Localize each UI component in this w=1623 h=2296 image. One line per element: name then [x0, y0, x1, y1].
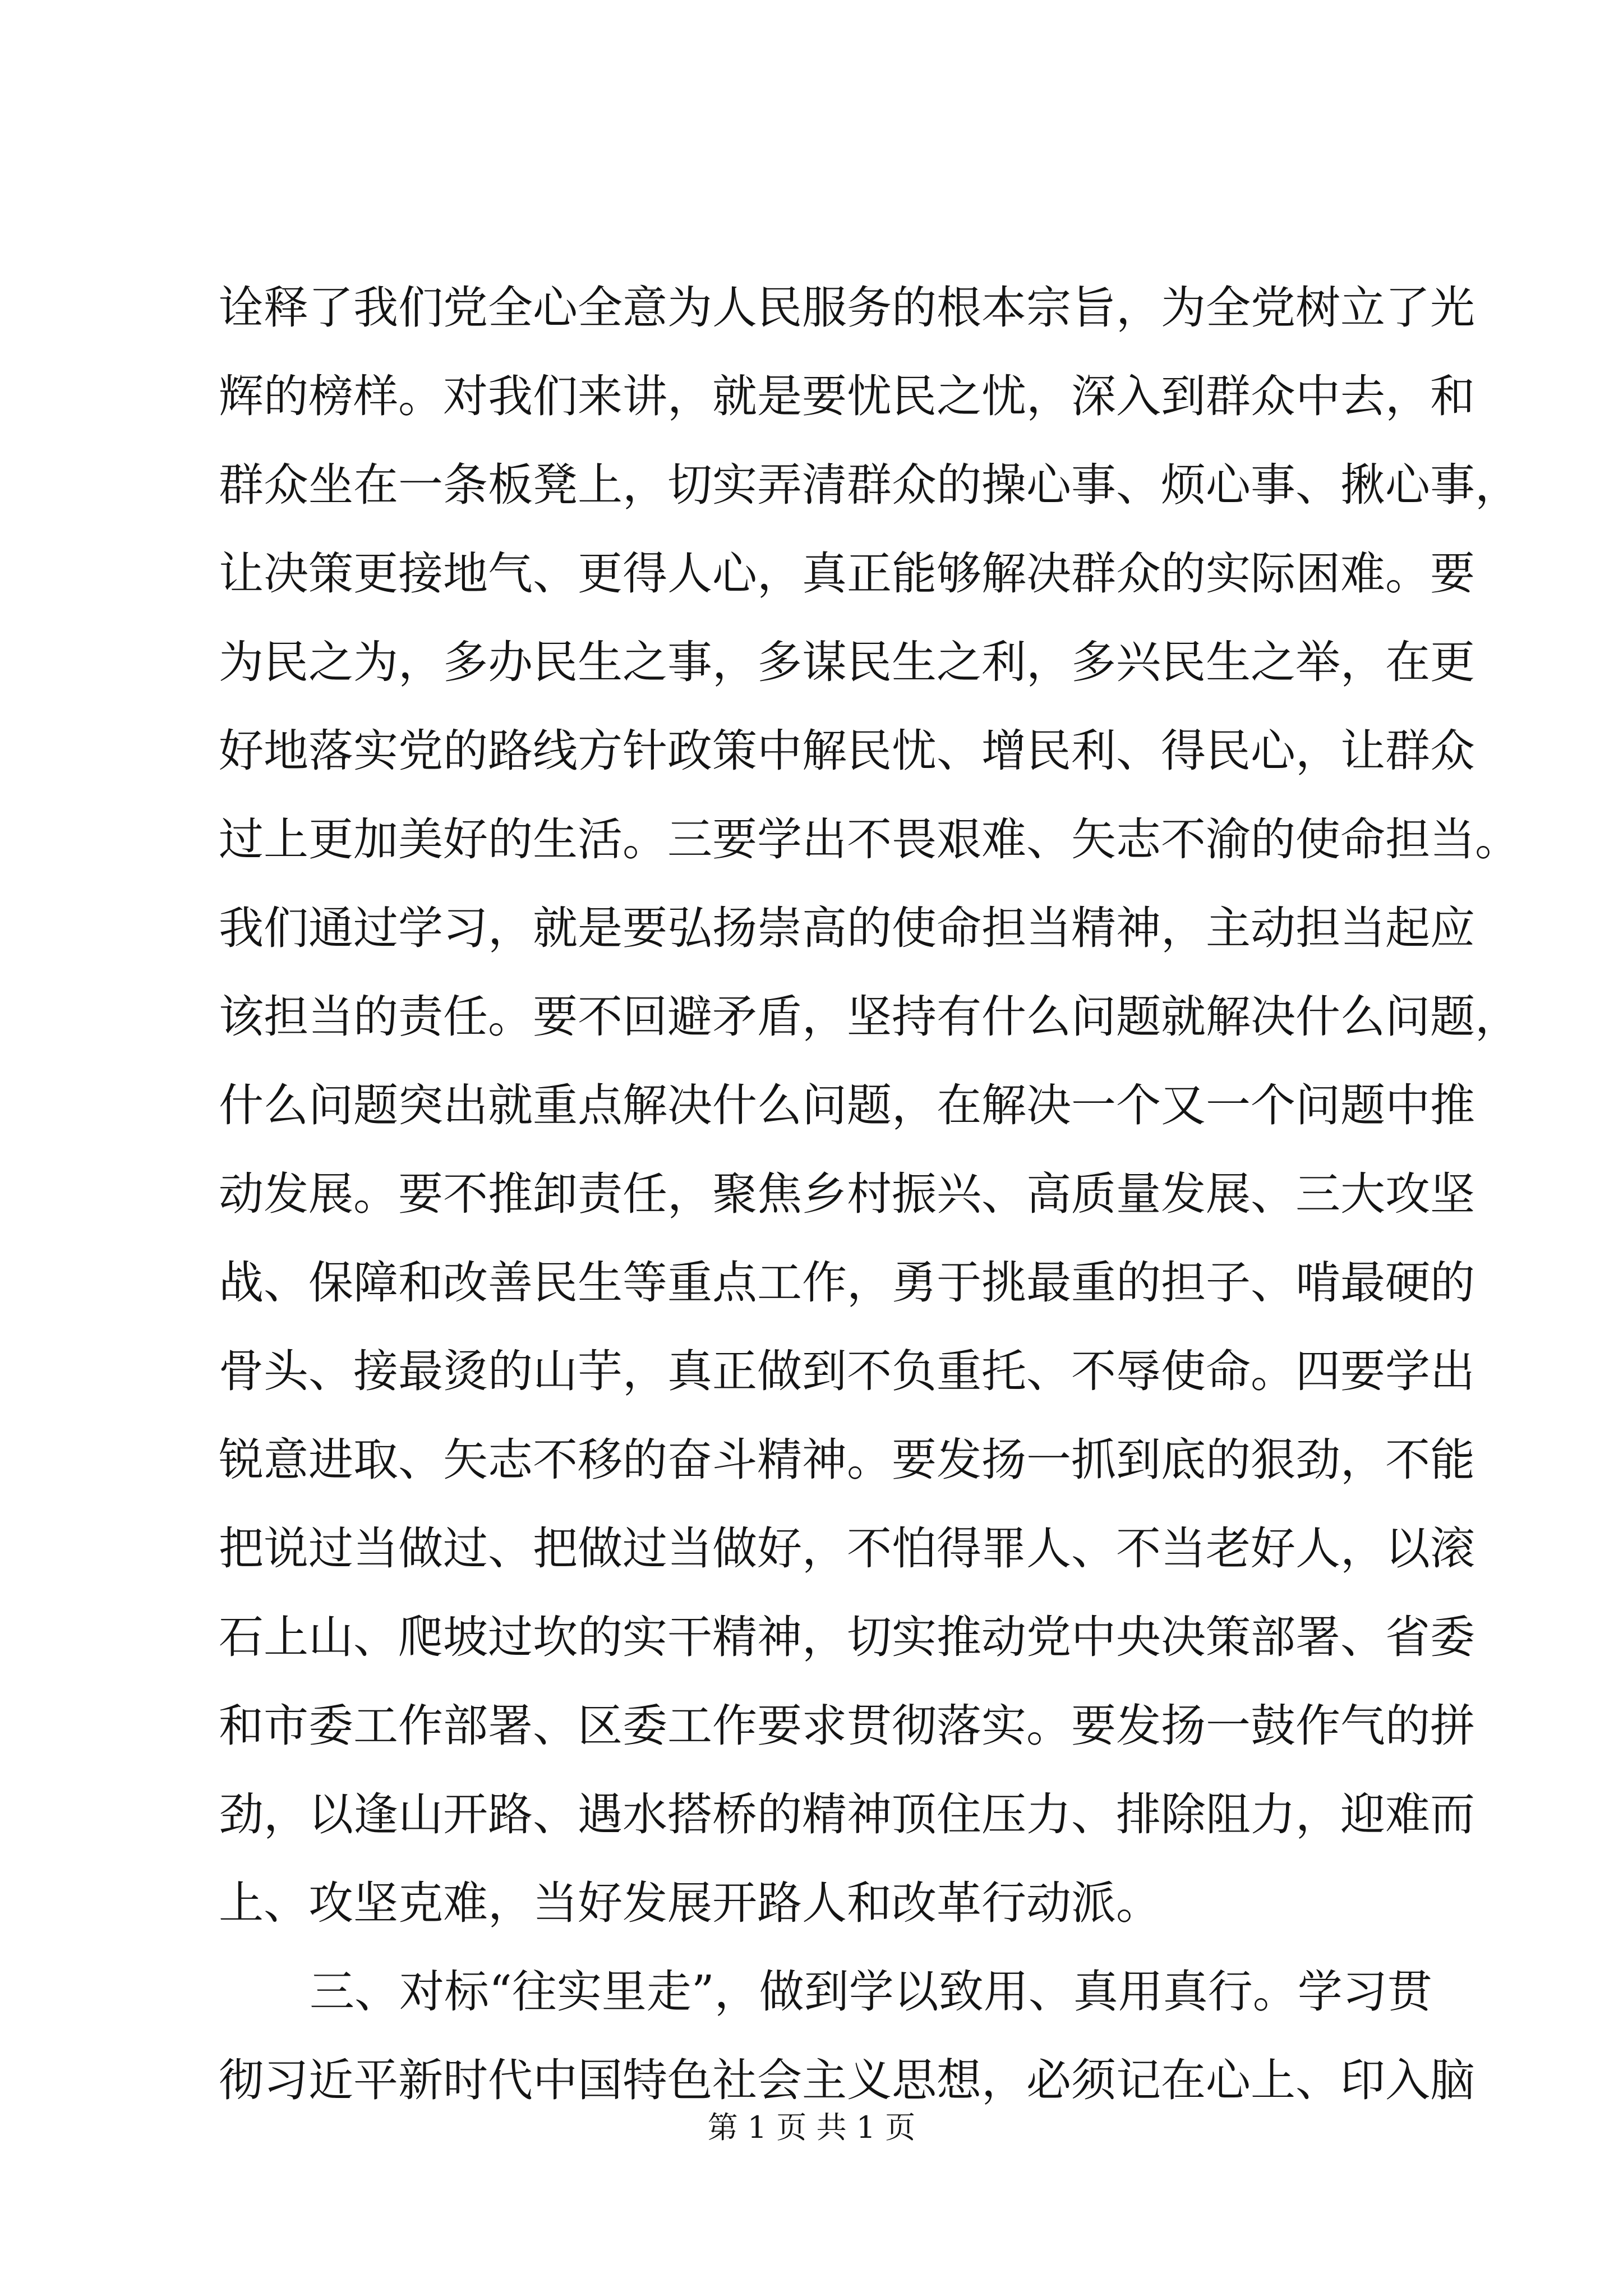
- document-body: [219, 264, 1520, 2125]
- paragraph-line: 为民之为，多办民生之事，多谋民生之利，多兴民生之举，在更: [219, 636, 1475, 688]
- paragraph-line: 让决策更接地气、更得人心，真正能够解决群众的实际困难。要: [219, 547, 1475, 600]
- paragraph-line: 什么问题突出就重点解决什么问题，在解决一个又一个问题中推: [219, 1079, 1475, 1131]
- paragraph-line: 把说过当做过、把做过当做好，不怕得罪人、不当老好人，以滚: [219, 1522, 1475, 1575]
- paragraph-line: 锐意进取、矢志不移的奋斗精神。要发扬一抓到底的狠劲，不能: [219, 1434, 1475, 1486]
- paragraph-line: 彻习近平新时代中国特色社会主义思想，必须记在心上、印入脑: [219, 2054, 1475, 2106]
- paragraph-line: 过上更加美好的生活。三要学出不畏艰难、矢志不渝的使命担当。: [219, 813, 1520, 866]
- page-number-footer: 第 1 页 共 1 页: [707, 2110, 916, 2145]
- paragraph-line: 好地落实党的路线方针政策中解民忧、增民利、得民心，让群众: [219, 725, 1475, 777]
- paragraph-line: 该担当的责任。要不回避矛盾，坚持有什么问题就解决什么问题，: [219, 991, 1520, 1043]
- paragraph-line: 战、保障和改善民生等重点工作，勇于挑最重的担子、啃最硬的: [219, 1257, 1475, 1309]
- paragraph-line: 骨头、接最烫的山芋，真正做到不负重托、不辱使命。四要学出: [219, 1345, 1475, 1397]
- paragraph-line: 劲，以逢山开路、遇水搭桥的精神顶住压力、排除阻力，迎难而: [219, 1788, 1475, 1841]
- paragraph-line: 群众坐在一条板凳上，切实弄清群众的操心事、烦心事、揪心事，: [219, 459, 1520, 511]
- paragraph-line: 和市委工作部署、区委工作要求贯彻落实。要发扬一鼓作气的拼: [219, 1700, 1475, 1752]
- paragraph-line: 诠释了我们党全心全意为人民服务的根本宗旨，为全党树立了光: [219, 282, 1475, 334]
- paragraph-line: 石上山、爬坡过坎的实干精神，切实推动党中央决策部署、省委: [219, 1611, 1475, 1663]
- paragraph-line: 上、攻坚克难，当好发展开路人和改革行动派。: [219, 1877, 1161, 1929]
- paragraph-line: 三、对标“往实里走”，做到学以致用、真用真行。学习贯: [310, 1966, 1432, 2018]
- paragraph-line: 辉的榜样。对我们来讲，就是要忧民之忧，深入到群众中去，和: [219, 370, 1475, 422]
- paragraph-line: 动发展。要不推卸责任，聚焦乡村振兴、高质量发展、三大攻坚: [219, 1168, 1475, 1220]
- paragraph-line: 我们通过学习，就是要弘扬崇高的使命担当精神，主动担当起应: [219, 902, 1475, 954]
